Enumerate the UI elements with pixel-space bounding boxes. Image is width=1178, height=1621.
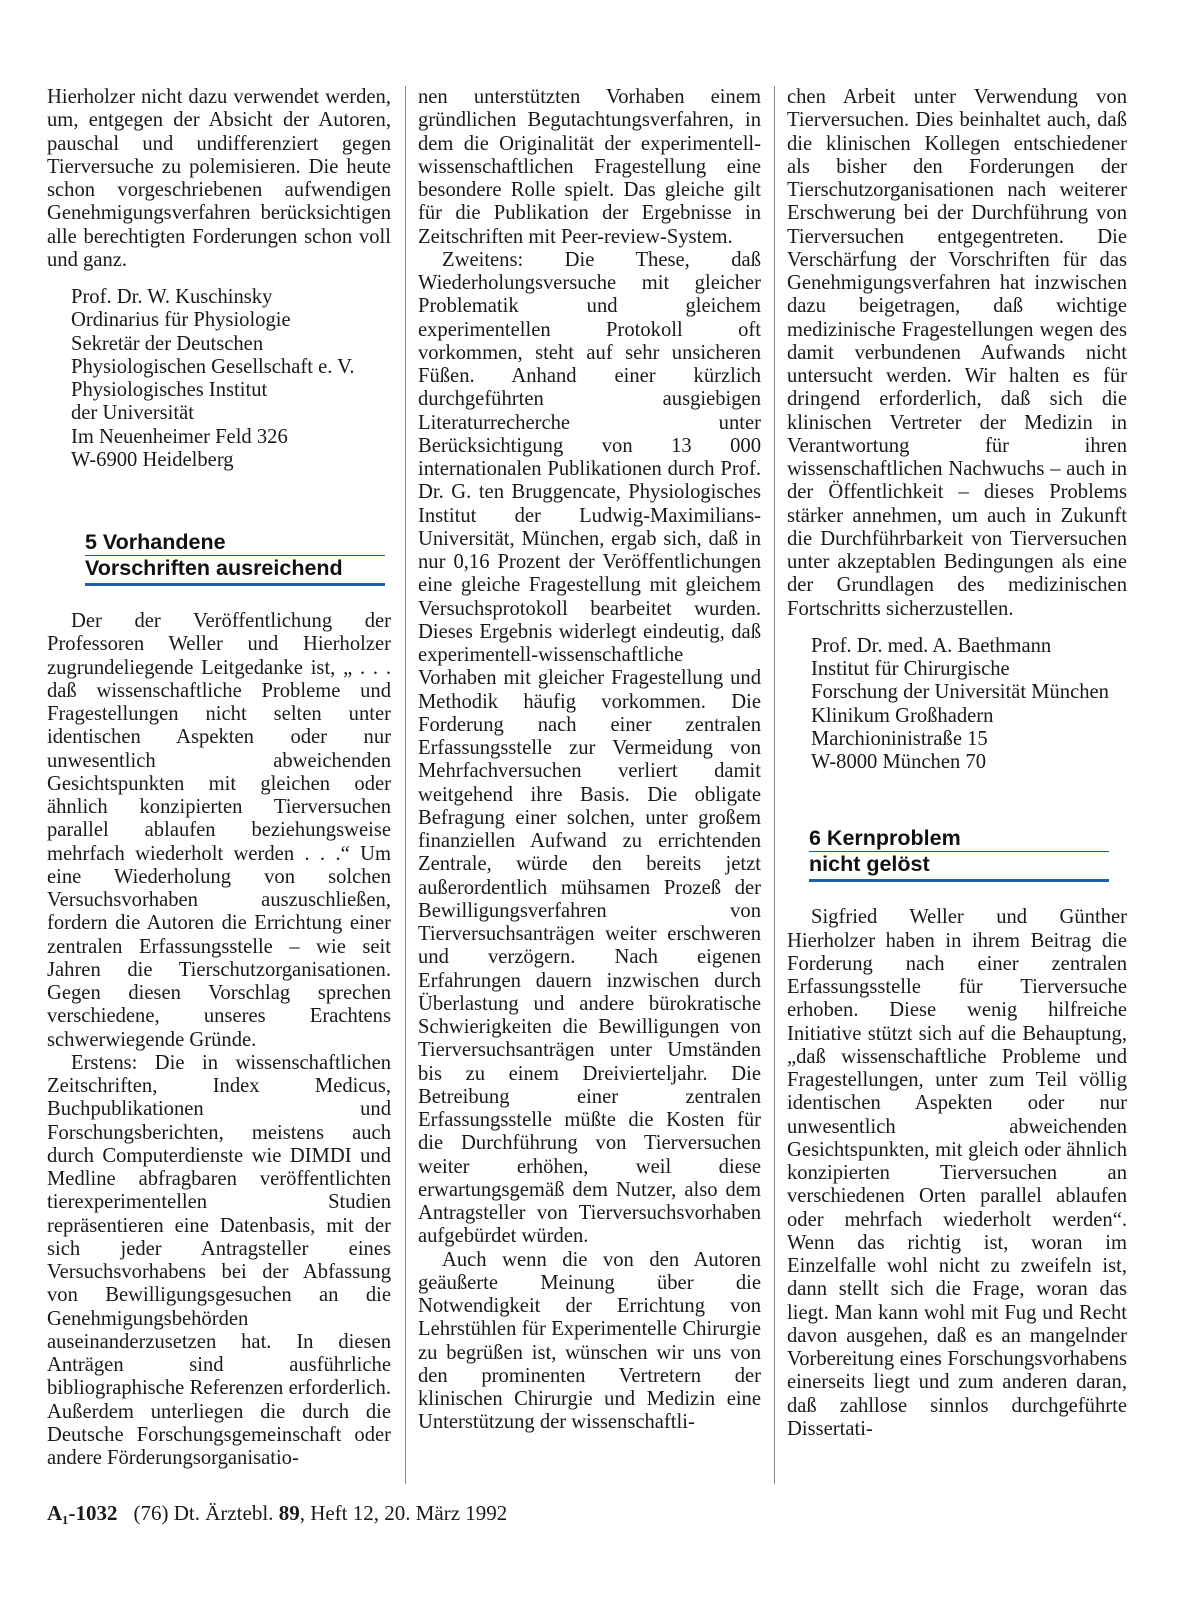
signature-line: Im Neuenheimer Feld 326 xyxy=(71,425,288,448)
signature-line: Prof. Dr. W. Kuschinsky xyxy=(71,286,273,308)
paragraph: Hierholzer nicht dazu verwendet werden, um, entgegen der Absicht der Autoren, pauschal und undifferenziert gegen Tierversuche zu polemisieren. Die heute schon vorgeschriebenen aufwendigen Genehmigungsverfahren berücksichtigen alle berechtigten Forderungen schon voll und ganz. xyxy=(47,86,391,271)
paragraph: Sigfried Weller und Günther Hierholzer haben in ihrem Beitrag die Forderung nach einer zentralen Erfassungsstelle für Tierversuche erhoben. Diese wenig hilfreiche Initiative stützt sich auf die Behauptung, „daß wissenschaftliche Probleme und Fragestellungen, unter zum Teil völlig identischen Aspekten oder nur unwesentlich abweichenden Gesichtspunkten, mit gleich oder ähnlich konzipierten Tierversuchen an verschiedenen Orten parallel ablaufen oder mehrfach wiederholt werden“. Wenn das richtig ist, woran im Einzelfalle wohl nicht zu zweifeln ist, dann stellt sich die Frage, woran das liegt. Man kann wohl mit Fug und Recht davon ausgehen, daß es an mangelnder Vorbereitung eines Forschungsvorhabens einerseits liegt und zum anderen daran, daß zahllose sinnlos durchgeführte Dissertati- xyxy=(787,906,1127,1440)
column-3 xyxy=(787,86,1127,1441)
signature-line: der Universität xyxy=(71,402,194,425)
signature-line: W-8000 München 70 xyxy=(811,751,987,773)
signature-line: Klinikum Großhadern xyxy=(811,704,994,727)
column-2 xyxy=(418,86,761,1435)
column-1 xyxy=(47,86,391,1470)
journal-volume: 89 xyxy=(278,1501,300,1525)
section-heading-6 xyxy=(809,826,1109,882)
signature-line: Prof. Dr. med. A. Baethmann xyxy=(811,634,1052,657)
column-divider xyxy=(405,86,406,1484)
heading-line: 6 Kernproblem xyxy=(809,826,1109,852)
paragraph: Zweitens: Die These, daß Wiederholungsversuche mit gleicher Problematik und gleichem experimentellen Protokoll oft vorkommen, steht auf sehr unsicheren Füßen. Anhand einer kürzlich durchgeführten ausgiebigen Literaturrecherche unter Berücksichtigung von 13 000 internationalen Publikationen durch Prof. Dr. G. ten Bruggencate, Physiologisches Institut der Ludwig-Maximilians-Universität, München, ergab sich, daß in nur 0,16 Prozent der Veröffentlichungen eine gleiche Fragestellung mit gleichem Versuchsprotokoll bearbeitet wurden. Dieses Ergebnis widerlegt eindeutig, daß experimentell-wissenschaftliche Vorhaben mit gleicher Fragestellung und Methodik häufig vorkommen. Die Forderung nach einer zentralen Erfassungsstelle zur Vermeidung von Mehrfachversuchen verliert damit weitgehend ihre Basis. Die obligate Befragung einer solchen, unter großem finanziellen Aufwand zu errichtenden Zentrale, würde den bereits jetzt außerordentlich mühsamen Prozeß der Bewilligungsverfahren von Tierversuchsanträgen weiter erschweren und verzögern. Nach eigenen Erfahrungen dauern inzwischen durch Überlastung und andere bürokratische Schwierigkeiten die Bewilligungen von Tierversuchsanträgen unter Umständen bis zu einem Dreivierteljahr. Die Betreibung einer zentralen Erfassungsstelle müßte die Kosten für die Durchführung von Tierversuchen weiter erhöhen, weil diese erwartungsgemäß dem Nutzer, also dem Antragsteller von Tierversuchsvorhaben aufgebürdet würden. xyxy=(418,248,761,1248)
page-number: A₁-1032 xyxy=(47,1501,118,1525)
paragraph: nen unterstützten Vorhaben einem gründlichen Begutachtungsverfahren, in dem die Originalität der experimentell-wissenschaftlichen Fragestellung eine besondere Rolle spielt. Das gleiche gilt für die Publikation der Ergebnisse in Zeitschriften mit Peer-review-System. xyxy=(418,86,761,248)
signature-line: Institut für Chirurgische xyxy=(811,658,1010,680)
signature-line: Physiologischen Gesellschaft e. V. xyxy=(71,355,355,378)
signature-line: Physiologisches Institut xyxy=(71,379,268,401)
signature-line: W-6900 Heidelberg xyxy=(71,448,234,471)
paragraph: Erstens: Die in wissenschaftlichen Zeitschriften, Index Medicus, Buchpublikationen und Forschungsberichten, meistens auch durch Computerdienste wie DIMDI und Medline abfragbaren veröffentlichten tierexperimentellen Studien repräsentieren eine Datenbasis, mit der sich jeder Antragsteller eines Versuchsvorhabens bei der Abfassung von Bewilligungsgesuchen an die Genehmigungsbehörden auseinanderzusetzen hat. In diesen Anträgen sind ausführliche bibliographische Referenzen erforderlich. Außerdem unterliegen die durch die Deutsche Forschungsgemeinschaft oder andere Förderungsorganisatio- xyxy=(47,1051,391,1469)
paragraph: chen Arbeit unter Verwendung von Tierversuchen. Dies beinhaltet auch, daß die klinischen Kollegen entschiedener als bisher den Forderungen der Tierschutzorganisationen nach weiterer Erschwerung bei der Durchführung von Tierversuchen entgegentreten. Die Verschärfung der Vorschriften für das Genehmigungsverfahren hat inzwischen dazu beigetragen, daß wichtige medizinische Fragestellungen wegen des damit verbundenen Aufwands nicht untersucht werden. Wir halten es für dringend erforderlich, daß sich die klinischen Vertreter der Medizin in Verantwortung für ihren wissenschaftlichen Nachwuchs – auch in der Öffentlichkeit – dieses Problems stärker annehmen, um auch in Zukunft die Durchführbarkeit von Tierversuchen unter akzeptablen Bedingungen als eine der Grundlagen des medizinischen Fortschritts sicherzustellen. xyxy=(787,86,1127,620)
section-heading-5 xyxy=(85,530,385,586)
heading-line: 5 Vorhandene xyxy=(85,530,385,556)
page-footer xyxy=(47,1501,507,1525)
author-signature xyxy=(787,635,1127,775)
signature-line: Forschung der Universität München xyxy=(811,681,1109,704)
signature-line: Marchioninistraße 15 xyxy=(811,727,988,750)
journal-citation: (76) Dt. Ärztebl. xyxy=(133,1501,274,1525)
heading-line: Vorschriften ausreichend xyxy=(85,556,343,580)
heading-line: nicht gelöst xyxy=(809,852,930,877)
signature-line: Ordinarius für Physiologie xyxy=(71,309,291,332)
signature-line: Sekretär der Deutschen xyxy=(71,332,264,355)
paragraph: Der der Veröffentlichung der Professoren Weller und Hierholzer zugrundeliegende Leitgedanke ist, „ . . . daß wissenschaftliche Probleme und Fragestellungen nicht selten unter identischen Aspekten oder nur unwesentlich abweichenden Gesichtspunkten mit gleichen oder ähnlich konzipierten Tierversuchen parallel ablaufen beziehungsweise mehrfach wiederholt werden . . .“ Um eine Wiederholung von solchen Versuchsvorhaben auszuschließen, fordern die Autoren die Errichtung einer zentralen Erfassungsstelle – wie seit Jahren die Tierschutzorganisationen. Gegen diesen Vorschlag sprechen verschiedene, unseres Erachtens schwerwiegende Gründe. xyxy=(47,610,391,1051)
paragraph: Auch wenn die von den Autoren geäußerte Meinung über die Notwendigkeit der Errichtung von Lehrstühlen für Experimentelle Chirurgie zu begrüßen ist, wünschen wir uns von den prominenten Vertretern der klinischen Chirurgie und Medizin eine Unterstützung der wissenschaftli- xyxy=(418,1248,761,1434)
author-signature xyxy=(47,286,391,472)
journal-issue-date: , Heft 12, 20. März 1992 xyxy=(299,1501,508,1525)
column-divider xyxy=(774,86,775,1484)
